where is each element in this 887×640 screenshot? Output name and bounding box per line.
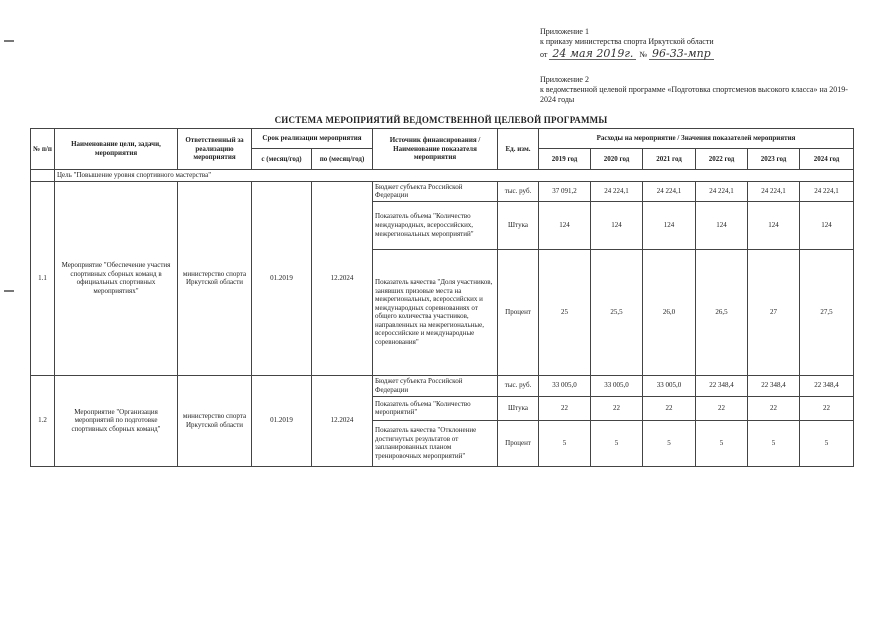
program-table xyxy=(30,128,854,467)
col-header-to: по (месяц/год) xyxy=(312,149,373,170)
row-from: 01.2019 xyxy=(252,375,312,466)
appendix-2-block xyxy=(540,75,855,105)
row-value: 27,5 xyxy=(800,249,854,375)
row-value: 5 xyxy=(800,420,854,466)
row-source: Бюджет субъекта Российской Федерации xyxy=(373,181,498,201)
number-label: № xyxy=(639,50,648,59)
goal-row: Цель "Повышение уровня спортивного мастерства" xyxy=(55,170,854,182)
row-unit: тыс. руб. xyxy=(498,375,539,396)
handwritten-date: 24 мая 2019г. xyxy=(549,48,636,60)
col-header-source: Источник финансирования / Наименование показателя мероприятия xyxy=(373,129,498,170)
row-unit: Процент xyxy=(498,249,539,375)
col-header-from: с (месяц/год) xyxy=(252,149,312,170)
row-value: 37 091,2 xyxy=(539,181,591,201)
row-value: 124 xyxy=(800,201,854,249)
col-header-term: Срок реализации мероприятия xyxy=(252,129,373,149)
row-unit: Процент xyxy=(498,420,539,466)
table-row xyxy=(31,375,854,396)
row-value: 26,5 xyxy=(696,249,748,375)
row-value: 5 xyxy=(643,420,696,466)
row-value: 33 005,0 xyxy=(539,375,591,396)
row-value: 5 xyxy=(696,420,748,466)
row-source: Показатель качества "Отклонение достигнутых результатов от запланированных планом тренировочных мероприятий" xyxy=(373,420,498,466)
row-value: 22 xyxy=(539,396,591,420)
row-to: 12.2024 xyxy=(312,181,373,375)
row-value: 33 005,0 xyxy=(591,375,643,396)
row-value: 22 348,4 xyxy=(748,375,800,396)
row-value: 124 xyxy=(643,201,696,249)
row-value: 22 xyxy=(591,396,643,420)
appendix-2-subtitle: к ведомственной целевой программе «Подготовка спортсменов высокого класса» на 2019-2024 годы xyxy=(540,85,848,104)
order-date-line xyxy=(540,47,860,60)
appendix-1-block xyxy=(540,27,860,60)
col-header-responsible: Ответственный за реализацию мероприятия xyxy=(178,129,252,170)
col-header-num: № п/п xyxy=(31,129,55,170)
goal-num-cell xyxy=(31,170,55,182)
row-unit: тыс. руб. xyxy=(498,181,539,201)
row-value: 26,0 xyxy=(643,249,696,375)
col-header-unit: Ед. изм. xyxy=(498,129,539,170)
row-value: 27 xyxy=(748,249,800,375)
row-value: 33 005,0 xyxy=(643,375,696,396)
col-header-year: 2020 год xyxy=(591,149,643,170)
row-name: Мероприятие "Организация мероприятий по подготовке спортивных сборных команд" xyxy=(55,375,178,466)
handwritten-number: 96-33-мпр xyxy=(649,48,714,60)
row-value: 22 xyxy=(748,396,800,420)
row-source: Показатель объема "Количество мероприятий" xyxy=(373,396,498,420)
row-source: Бюджет субъекта Российской Федерации xyxy=(373,375,498,396)
col-header-year: 2019 год xyxy=(539,149,591,170)
row-responsible: министерство спорта Иркутской области xyxy=(178,375,252,466)
col-header-year: 2022 год xyxy=(696,149,748,170)
row-value: 22 xyxy=(696,396,748,420)
scan-mark xyxy=(4,40,14,42)
appendix-1-subtitle: к приказу министерства спорта Иркутской области xyxy=(540,37,714,46)
row-value: 22 xyxy=(643,396,696,420)
col-header-name: Наименование цели, задачи, мероприятия xyxy=(55,129,178,170)
row-value: 124 xyxy=(539,201,591,249)
row-value: 24 224,1 xyxy=(696,181,748,201)
row-value: 5 xyxy=(539,420,591,466)
row-source: Показатель качества "Доля участников, занявших призовые места на межрегиональных, всероссийских и международных соревнованиях от общего количества участников, направленных на межрегиональные, всероссийские и международные соревнования" xyxy=(373,249,498,375)
col-header-year: 2024 год xyxy=(800,149,854,170)
row-unit: Штука xyxy=(498,201,539,249)
row-value: 124 xyxy=(748,201,800,249)
row-responsible: министерство спорта Иркутской области xyxy=(178,181,252,375)
table-row xyxy=(31,181,854,201)
row-value: 22 xyxy=(800,396,854,420)
row-value: 5 xyxy=(748,420,800,466)
appendix-2-title: Приложение 2 xyxy=(540,75,589,84)
row-value: 24 224,1 xyxy=(591,181,643,201)
row-value: 25,5 xyxy=(591,249,643,375)
row-value: 22 348,4 xyxy=(696,375,748,396)
row-to: 12.2024 xyxy=(312,375,373,466)
row-value: 24 224,1 xyxy=(800,181,854,201)
row-num: 1.1 xyxy=(31,181,55,375)
appendix-1-title: Приложение 1 xyxy=(540,27,589,36)
row-value: 5 xyxy=(591,420,643,466)
col-header-expenses: Расходы на мероприятие / Значения показателей мероприятия xyxy=(539,129,854,149)
document-title: СИСТЕМА МЕРОПРИЯТИЙ ВЕДОМСТВЕННОЙ ЦЕЛЕВОЙ ПРОГРАММЫ xyxy=(274,115,608,125)
row-value: 25 xyxy=(539,249,591,375)
row-value: 124 xyxy=(591,201,643,249)
row-value: 24 224,1 xyxy=(748,181,800,201)
scan-mark xyxy=(4,290,14,292)
row-source: Показатель объема "Количество международных, всероссийских, межрегиональных мероприятий" xyxy=(373,201,498,249)
row-value: 124 xyxy=(696,201,748,249)
col-header-year: 2023 год xyxy=(748,149,800,170)
row-name: Мероприятие "Обеспечение участия спортивных сборных команд в официальных спортивных мероприятиях" xyxy=(55,181,178,375)
row-value: 22 348,4 xyxy=(800,375,854,396)
row-value: 24 224,1 xyxy=(643,181,696,201)
row-unit: Штука xyxy=(498,396,539,420)
col-header-year: 2021 год xyxy=(643,149,696,170)
row-num: 1.2 xyxy=(31,375,55,466)
from-label: от xyxy=(540,50,548,59)
row-from: 01.2019 xyxy=(252,181,312,375)
